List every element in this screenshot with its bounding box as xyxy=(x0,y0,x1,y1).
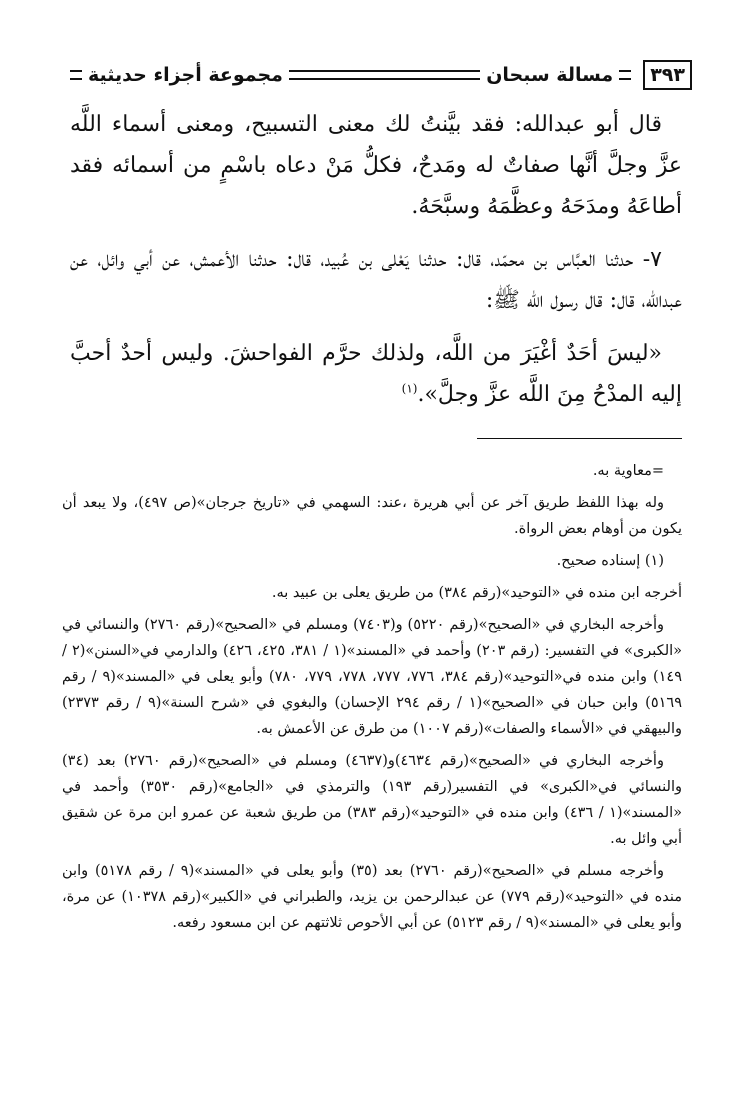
main-paragraph-1: قال أبو عبدالله: فقد بيَّنتُ لك معنى التسبيح، ومعنى أسماء اللَّه عزَّ وجلَّ أنَّها صفاتٌ له ومَدحٌ، فكلُّ مَنْ دعاه باسْمٍ من أسمائه فقد أطاعَهُ ومدَحَهُ وعظَّمَهُ وسبَّحَهُ. xyxy=(70,112,682,219)
footnote-marker: (١) xyxy=(401,381,418,396)
series-title: مجموعة أجزاء حديثية xyxy=(88,64,283,86)
footnote-1-grading: (١) إسناده صحيح. xyxy=(556,553,664,569)
header-rule-end xyxy=(70,70,82,80)
main-paragraph-3 xyxy=(70,333,682,415)
footnote-1-takhrij-a: وأخرجه البخاري في «الصحيح»(رقم ٥٢٢٠) و(٧٤٠٣) ومسلم في «الصحيح»(رقم ٢٧٦٠) والنسائي في «الكبرى» في التفسير: (رقم ٢٠٣) وأحمد في «المسند»(١ / ٣٨١، ٤٢٥، ٤٢٦) والدارمي في«السنن»(٢ / ١٤٩) وابن منده في«التوحيد»(رقم ٣٨٤، ٧٧٦، ٧٧٧، ٧٧٨، ٧٧٩، ٧٨٠) وأبو يعلى في «المسند»(٩ / رقم ٥١٦٩) وابن حبان في «الصحيح»(١ / رقم ٢٩٤ الإحسان) والبغوي في «شرح السنة»(٩ / رقم ٢٣٧٣) والبيهقي في «الأسماء والصفات»(رقم ١٠٠٧) من طرق عن الأعمش به. xyxy=(62,617,683,737)
main-text xyxy=(70,104,682,427)
header-rule-middle xyxy=(289,70,480,80)
hadith-text: «ليسَ أحَدٌ أغْيَرَ من اللَّه، ولذلك حرَّم الفواحشَ. وليس أحدٌ أحبَّ إليه المدْحُ مِنَ اللَّه عزَّ وجلَّ». xyxy=(70,341,682,407)
running-header xyxy=(64,58,692,92)
footnote-continuation: =معاوية به. xyxy=(592,463,664,479)
footnote-1-takhrij-b: وأخرجه البخاري في «الصحيح»(رقم ٤٦٣٤)و(٤٦٣٧) ومسلم في «الصحيح»(رقم ٢٧٦٠) بعد (٣٤) والنسائي في«الكبرى» في التفسير(رقم ١٩٣) والترمذي في «الجامع»(رقم ٣٥٣٠) وأحمد في «المسند»(١ / ٤٣٦) وابن منده في «التوحيد»(رقم ٣٨٣) من طريق شعبة عن عمرو ابن مرة عن شقيق أبي وائل به. xyxy=(62,753,683,847)
footnotes xyxy=(62,458,682,942)
footnote-1-takhrij-c: وأخرجه مسلم في «الصحيح»(رقم ٢٧٦٠) بعد (٣٥) وأبو يعلى في «المسند»(٩ / رقم ٥١٧٨) وابن منده في «التوحيد»(رقم ٧٧٩) عن عبدالرحمن بن يزيد، والطبراني في «الكبير»(رقم ١٠٣٧٨) عن مرة، وأبو يعلى في «المسند»(٩ / رقم ٥١٢٣) عن أبي الأحوص ثلاثتهم عن ابن مسعود رفعه. xyxy=(62,863,682,931)
footnote-other-route: وله بهذا اللفظ طريق آخر عن أبي هريرة ،عند: السهمي في «تاريخ جرجان»(ص ٤٩٧)، ولا يبعد أن يكون من أوهام بعض الرواة. xyxy=(62,495,682,537)
page-number: ٣٩٣ xyxy=(643,60,692,90)
footnote-1-source: أخرجه ابن منده في «التوحيد»(رقم ٣٨٤) من طريق يعلى بن عبيد به. xyxy=(271,585,682,601)
book-title: مسالة سبحان xyxy=(486,64,614,86)
main-paragraph-2: ٧- حدثنا العبَّاس بن محمّد، قال: حدثنا يَعْلى بن عُبيد، قال: حدثنا الأعمش، عن أبي وائل، عن عبدالله، قال: قال رسول الله ﷺ: xyxy=(70,247,682,313)
header-rule-divider xyxy=(619,70,631,80)
footnote-separator xyxy=(477,438,682,439)
